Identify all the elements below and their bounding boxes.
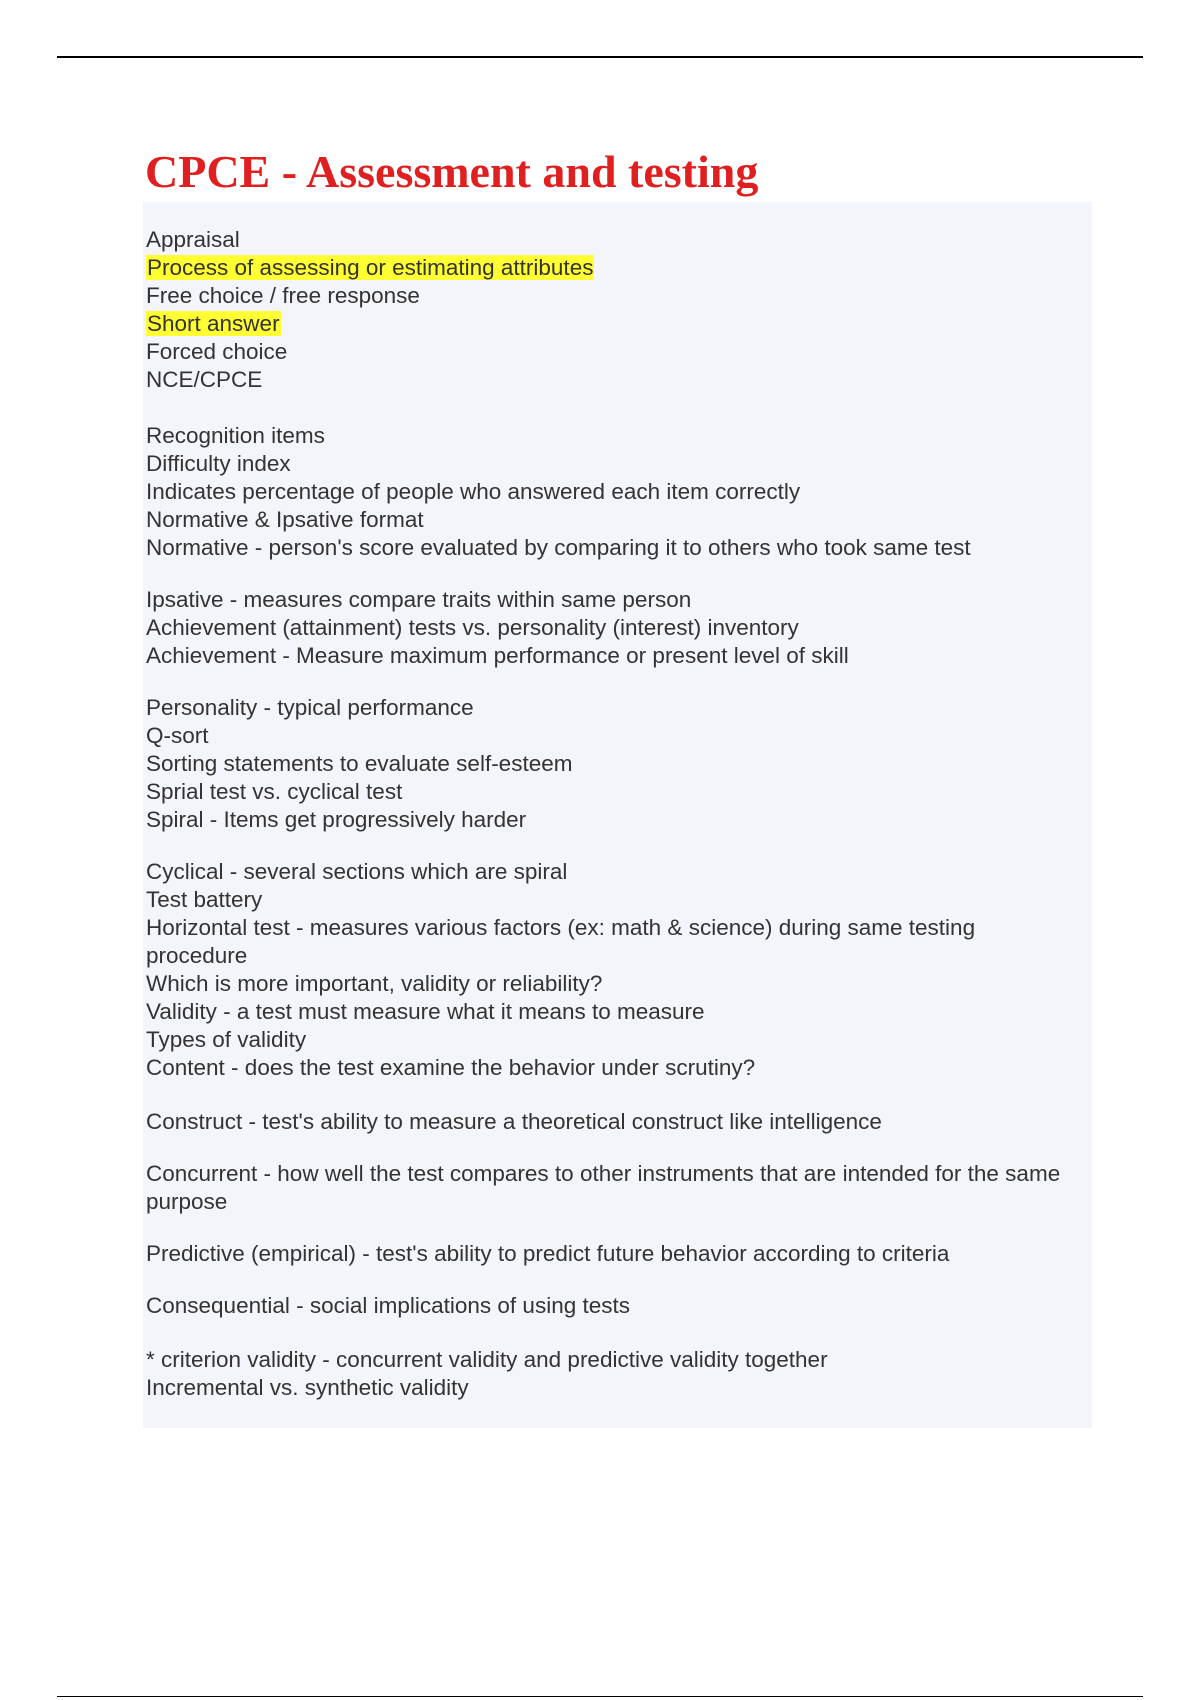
- definition-line: Content - does the test examine the behavior under scrutiny?: [146, 1055, 756, 1080]
- definition-line: Construct - test's ability to measure a theoretical construct like intelligence: [146, 1109, 882, 1134]
- term-recognition-items: Recognition items: [146, 423, 325, 448]
- term-achievement-vs-personality: Achievement (attainment) tests vs. personality (interest) inventory: [146, 615, 799, 640]
- term-validity-vs-reliability: Which is more important, validity or reliability?: [146, 971, 603, 996]
- definition-line: Ipsative - measures compare traits within same person: [146, 587, 692, 612]
- term-test-battery: Test battery: [146, 887, 263, 912]
- definition-line: Consequential - social implications of using tests: [146, 1293, 630, 1318]
- term-free-choice: Free choice / free response: [146, 283, 420, 308]
- definition-line: Indicates percentage of people who answered each item correctly: [146, 479, 801, 504]
- definition-line: Normative - person's score evaluated by comparing it to others who took same test: [146, 535, 971, 560]
- term-spiral-vs-cyclical: Sprial test vs. cyclical test: [146, 779, 403, 804]
- highlighted-text: Process of assessing or estimating attributes: [147, 255, 594, 280]
- definition-highlighted: [146, 254, 1081, 282]
- term-appraisal: Appraisal: [146, 227, 240, 252]
- term-types-of-validity: Types of validity: [146, 1027, 307, 1052]
- definition-highlighted: [146, 310, 1081, 338]
- document-body: [146, 226, 1081, 1402]
- term-incremental-vs-synthetic: Incremental vs. synthetic validity: [146, 1375, 469, 1400]
- footer-rule: [57, 1696, 1143, 1697]
- definition-line: Validity - a test must measure what it means to measure: [146, 999, 705, 1024]
- definition-line: Horizontal test - measures various factors (ex: math & science) during same testing procedure: [146, 915, 976, 968]
- definition-line: Cyclical - several sections which are spiral: [146, 859, 568, 884]
- definition-line: Personality - typical performance: [146, 695, 474, 720]
- page-title: CPCE - Assessment and testing: [145, 146, 759, 197]
- definition-line: NCE/CPCE: [146, 367, 263, 392]
- highlighted-text: Short answer: [147, 311, 280, 336]
- definition-line: Sorting statements to evaluate self-esteem: [146, 751, 573, 776]
- term-difficulty-index: Difficulty index: [146, 451, 291, 476]
- header-rule: [57, 56, 1143, 58]
- term-normative-ipsative: Normative & Ipsative format: [146, 507, 424, 532]
- definition-line: Spiral - Items get progressively harder: [146, 807, 527, 832]
- term-forced-choice: Forced choice: [146, 339, 288, 364]
- definition-line: * criterion validity - concurrent validity and predictive validity together: [146, 1347, 828, 1372]
- definition-line: Achievement - Measure maximum performance or present level of skill: [146, 643, 849, 668]
- definition-line: Concurrent - how well the test compares to other instruments that are intended for the same purpose: [146, 1161, 1061, 1214]
- definition-line: Predictive (empirical) - test's ability to predict future behavior according to criteria: [146, 1241, 950, 1266]
- term-q-sort: Q-sort: [146, 723, 209, 748]
